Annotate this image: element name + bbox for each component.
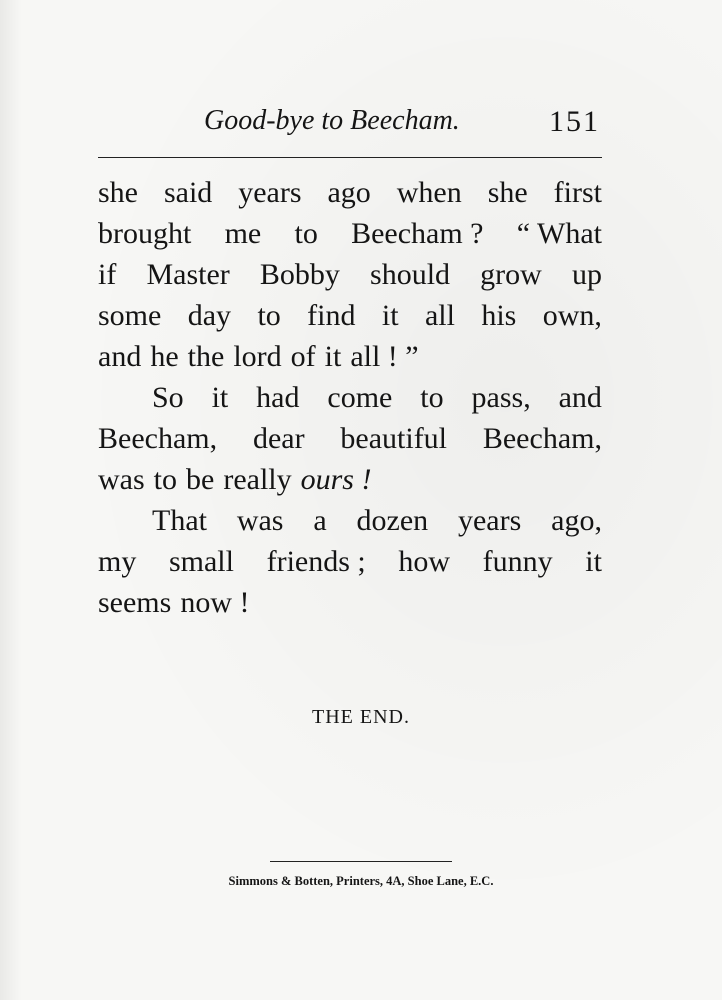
word: it (324, 340, 342, 373)
word: he (150, 340, 179, 373)
word: small (168, 545, 234, 578)
word: his (481, 299, 517, 332)
footer-rule (270, 861, 452, 862)
word: dozen (356, 504, 429, 537)
word: how (398, 545, 451, 578)
text-line (98, 459, 602, 500)
word: she (487, 176, 528, 209)
word: my (98, 545, 137, 578)
word: dear (252, 422, 305, 455)
word: when (396, 176, 462, 209)
word: day (187, 299, 232, 332)
body-text (98, 172, 602, 623)
word: to (420, 381, 444, 414)
word: friends ; (266, 545, 366, 578)
printer-imprint: Simmons & Botten, Printers, 4A, Shoe Lane, E.C. (228, 874, 494, 888)
word: own, (542, 299, 602, 332)
word: the (187, 340, 225, 373)
running-title: Good-bye to Beecham. (204, 105, 460, 136)
word: of (290, 340, 316, 373)
word: lord (233, 340, 282, 373)
word: come (327, 381, 393, 414)
the-end-heading: THE END. (312, 706, 410, 728)
word: some (98, 299, 162, 332)
text-line (98, 541, 602, 582)
header-rule (98, 157, 602, 158)
word: “ What (516, 217, 602, 250)
word: all ! ” (350, 340, 419, 373)
word: funny (482, 545, 553, 578)
word: should (370, 258, 451, 291)
text-line (98, 213, 602, 254)
word: to (294, 217, 318, 250)
word: me (224, 217, 262, 250)
word: years (457, 504, 522, 537)
word: Master (146, 258, 230, 291)
word: beautiful (340, 422, 448, 455)
word: grow (480, 258, 542, 291)
text-line (98, 418, 602, 459)
word: to (153, 463, 177, 496)
word: was (98, 463, 145, 496)
word: ago (327, 176, 371, 209)
text-line (98, 295, 602, 336)
text-line (98, 172, 602, 213)
word: she (98, 176, 138, 209)
word: Bobby (259, 258, 340, 291)
word: first (553, 176, 602, 209)
word: it (585, 545, 602, 578)
word: years (238, 176, 302, 209)
word: if (98, 258, 117, 291)
text-line (98, 254, 602, 295)
word: a (313, 504, 327, 537)
word: find (307, 299, 356, 332)
word: really (223, 463, 292, 496)
word: Beecham ? (351, 217, 484, 250)
text-line (98, 336, 602, 377)
word: seems (98, 586, 172, 619)
word: it (211, 381, 229, 414)
word: it (381, 299, 399, 332)
word: ago, (551, 504, 602, 537)
word: and (558, 381, 602, 414)
text-line (98, 500, 602, 541)
word: Beecham, (482, 422, 602, 455)
word: brought (98, 217, 192, 250)
word: all (424, 299, 455, 332)
word: up (571, 258, 602, 291)
word: had (256, 381, 300, 414)
word: now ! (180, 586, 250, 619)
word: That (152, 504, 207, 537)
word: So (152, 381, 184, 414)
text-line (98, 582, 602, 623)
word: be (186, 463, 215, 496)
word: to (257, 299, 281, 332)
page-number: 151 (549, 105, 600, 138)
word: was (236, 504, 284, 537)
emphasis-word: ours ! (300, 463, 372, 496)
word: Beecham, (98, 422, 218, 455)
text-line (98, 377, 602, 418)
word: said (163, 176, 213, 209)
word: pass, (471, 381, 531, 414)
word: and (98, 340, 142, 373)
running-head (98, 105, 602, 153)
